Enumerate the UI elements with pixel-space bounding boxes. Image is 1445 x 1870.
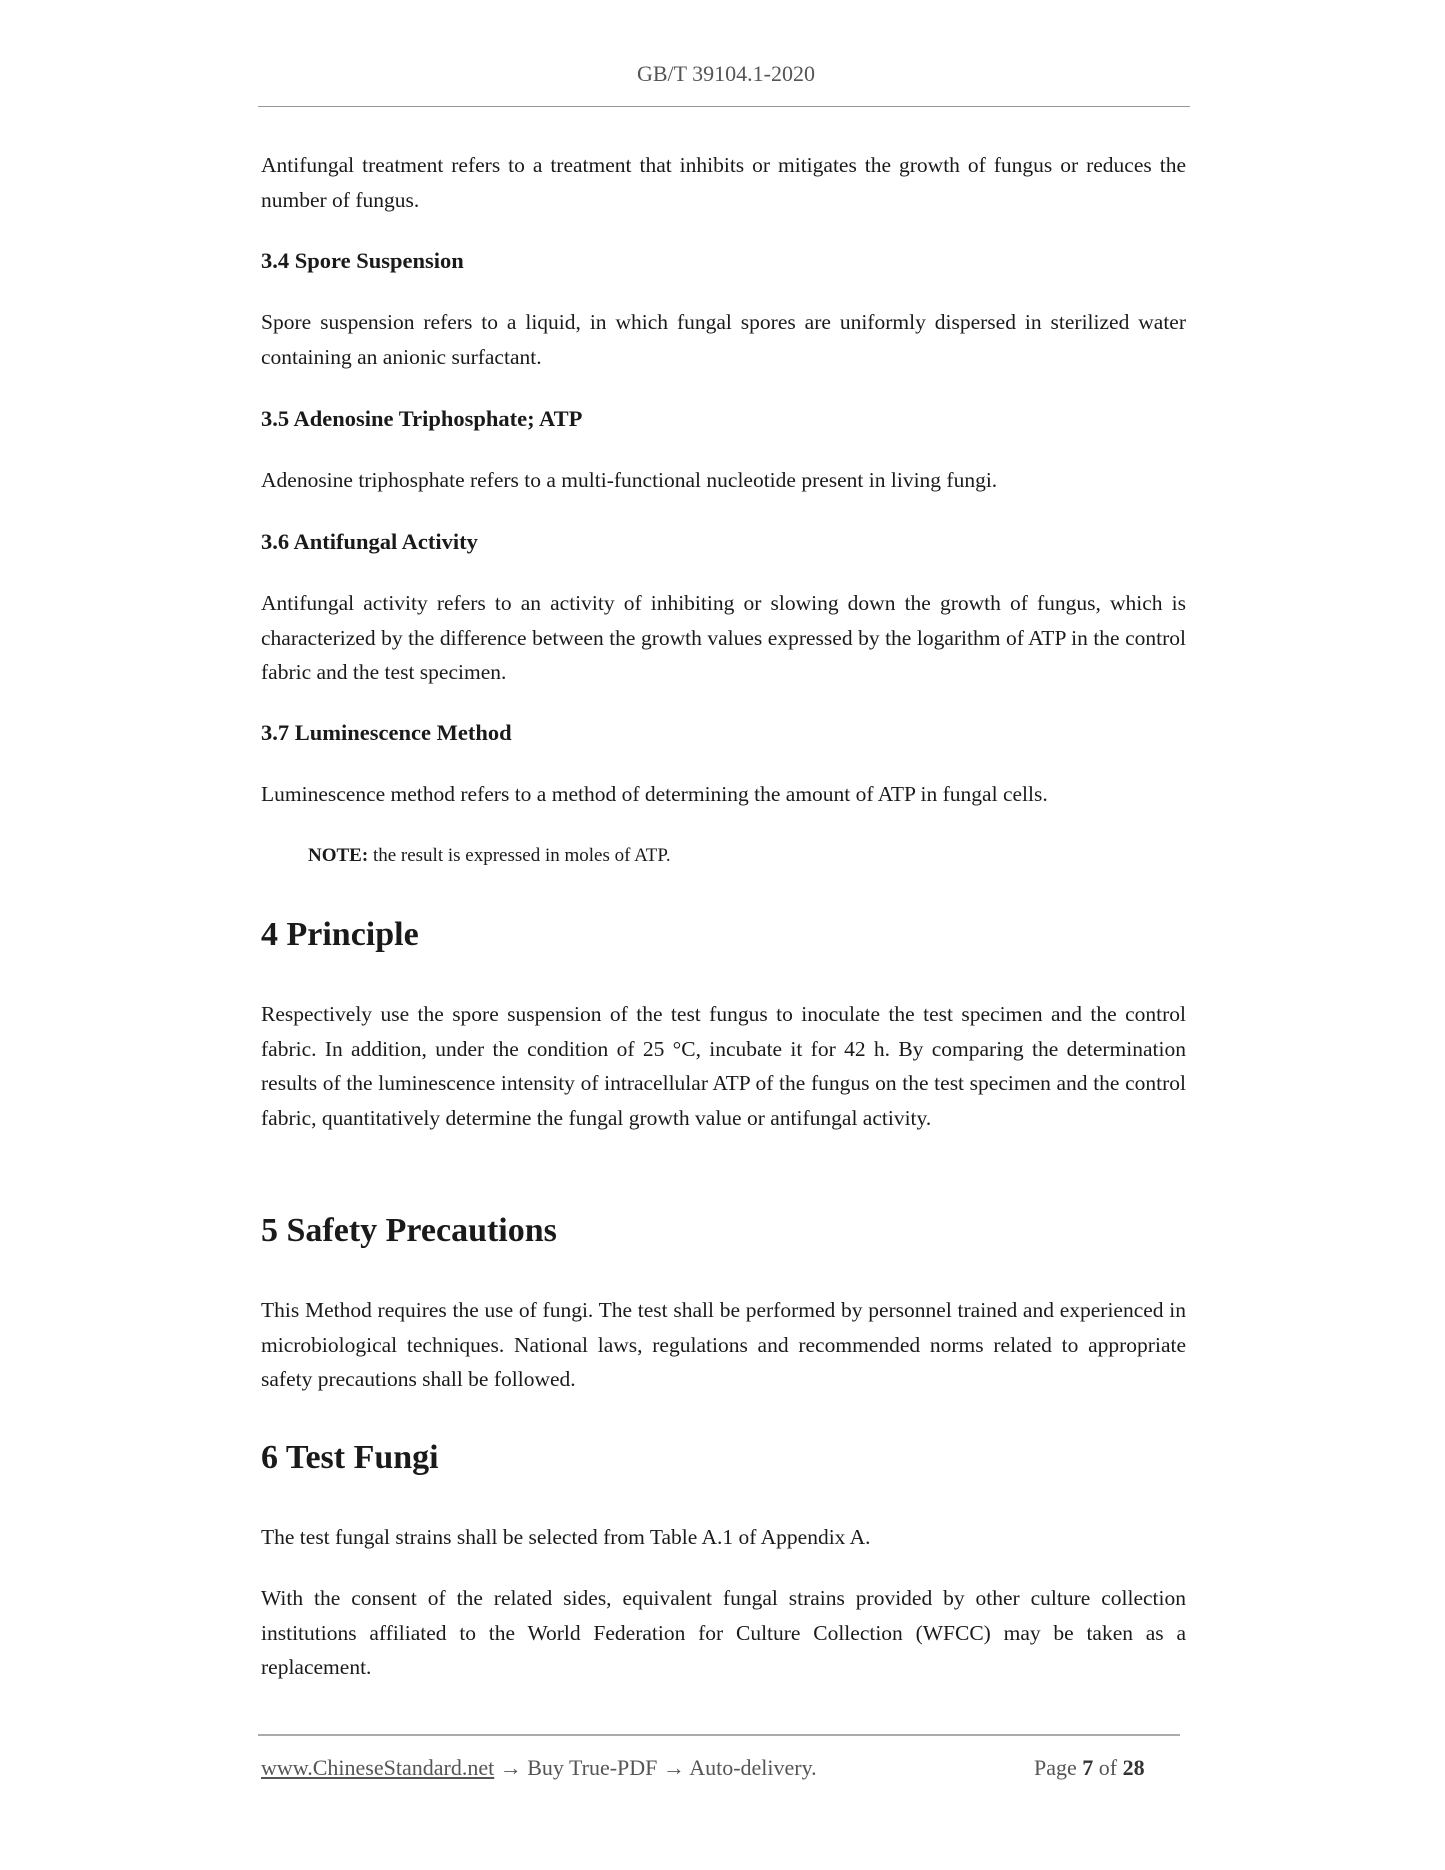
total-pages: 28 [1122,1755,1145,1780]
heading-3-5: 3.5 Adenosine Triphosphate; ATP [261,406,583,431]
footer-promo [261,1754,817,1782]
auto-delivery-text: Auto-delivery. [684,1755,817,1780]
note-label: NOTE: [308,845,369,866]
paragraph-6a: The test fungal strains shall be selected from Table A.1 of Appendix A. [261,1525,871,1549]
current-page: 7 [1082,1755,1094,1780]
paragraph-6b: With the consent of the related sides, equivalent fungal strains provided by other culture collection institutions affiliated to the World Federation for Culture Collection (WFCC) may be taken as a replacement. [261,1586,1186,1680]
paragraph-3-6: Antifungal activity refers to an activity of inhibiting or slowing down the growth of fungus, which is characterized by the difference between the growth values expressed by the logarithm of ATP in the control fabric and the test specimen. [261,591,1186,685]
arrow-icon: → [499,1755,522,1780]
paragraph-antifungal-treatment: Antifungal treatment refers to a treatment that inhibits or mitigates the growth of fungus or reduces the number of fungus. [261,153,1186,212]
heading-4-principle: 4 Principle [261,916,419,953]
of-label: of [1093,1755,1123,1780]
website-link[interactable]: www.ChineseStandard.net [261,1755,495,1780]
paragraph-3-4: Spore suspension refers to a liquid, in which fungal spores are uniformly dispersed in sterilized water containing an anionic surfactant. [261,310,1186,369]
buy-text: Buy True-PDF [521,1755,663,1780]
paragraph-3-7: Luminescence method refers to a method of determining the amount of ATP in fungal cells. [261,782,1048,806]
header-divider [258,106,1190,107]
heading-3-6: 3.6 Antifungal Activity [261,529,478,554]
heading-5-safety: 5 Safety Precautions [261,1212,557,1249]
page-label: Page [1034,1755,1083,1780]
note-text: the result is expressed in moles of ATP. [368,845,671,866]
page-number [1034,1754,1145,1782]
arrow-icon: → [662,1755,685,1780]
paragraph-5: This Method requires the use of fungi. The test shall be performed by personnel trained and experienced in microbiological techniques. National laws, regulations and recommended norms related to appropriate safety precautions shall be followed. [261,1298,1186,1392]
heading-3-7: 3.7 Luminescence Method [261,720,512,745]
heading-3-4: 3.4 Spore Suspension [261,248,464,273]
note [308,843,671,869]
footer-divider [258,1734,1180,1736]
heading-6-test-fungi: 6 Test Fungi [261,1439,439,1476]
document-id-header: GB/T 39104.1-2020 [636,61,816,86]
paragraph-4: Respectively use the spore suspension of the test fungus to inoculate the test specimen and the control fabric. In addition, under the condition of 25 °C, incubate it for 42 h. By comparing the determination results of the luminescence intensity of intracellular ATP of the fungus on the test specimen and the control fabric, quantitatively determine the fungal growth value or antifungal activity. [261,1002,1186,1131]
paragraph-3-5: Adenosine triphosphate refers to a multi-functional nucleotide present in living fungi. [261,468,998,492]
